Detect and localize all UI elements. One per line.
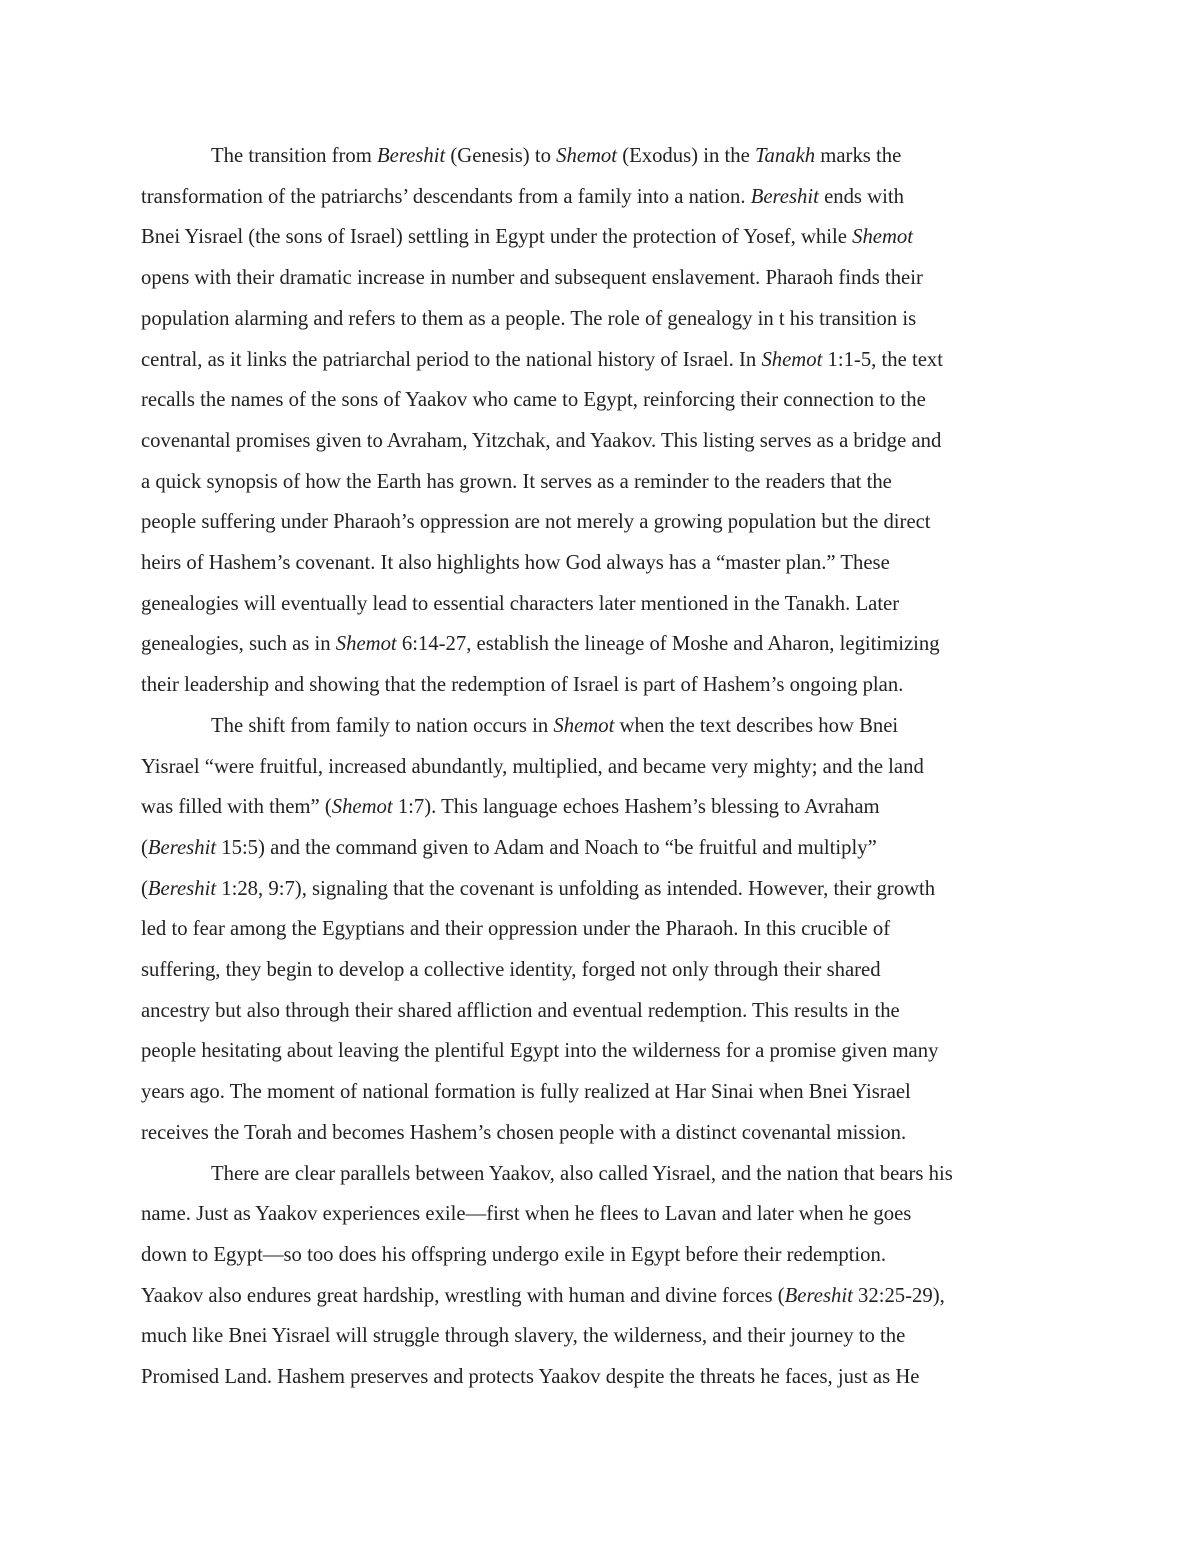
text-line (141, 747, 1061, 788)
italic-text: Bereshit (784, 1284, 853, 1307)
text-segment: heirs of Hashem’s covenant. It also highlights how God always has a “master plan.” These (141, 552, 890, 575)
text-line (141, 828, 1061, 869)
text-line (141, 380, 1061, 421)
text-line (141, 665, 1061, 706)
text-segment: ( (141, 877, 148, 900)
text-segment: marks the (815, 145, 902, 167)
text-segment: ( (141, 836, 148, 859)
text-line (141, 706, 1061, 747)
italic-text: Bereshit (147, 877, 217, 900)
italic-text: Shemot (556, 145, 618, 167)
text-segment: when the text describes how Bnei (614, 714, 899, 737)
text-segment: There are clear parallels between Yaakov, also called Yisrael, and the nation that bears his (211, 1162, 953, 1185)
text-line (141, 1031, 1061, 1072)
text-line (141, 950, 1061, 991)
italic-text: Shemot (553, 714, 615, 737)
text-line (141, 1194, 1061, 1235)
text-segment: 1:1-5, the text (822, 348, 943, 371)
italic-text: Shemot (852, 226, 913, 249)
text-line (141, 258, 1061, 299)
text-segment: genealogies, such as in (141, 633, 336, 656)
text-segment: a quick synopsis of how the Earth has grown. It serves as a reminder to the readers that the (141, 470, 892, 493)
text-segment: covenantal promises given to Avraham, Yitzchak, and Yaakov. This listing serves as a bridge and (141, 429, 942, 452)
text-segment: population alarming and refers to them as a people. The role of genealogy in t his transition is (141, 307, 917, 330)
text-segment: receives the Torah and becomes Hashem’s chosen people with a distinct covenantal mission. (141, 1121, 907, 1144)
paragraph (141, 136, 1061, 706)
text-segment: Promised Land. Hashem preserves and protects Yaakov despite the threats he faces, just as He (141, 1366, 920, 1389)
text-segment: their leadership and showing that the redemption of Israel is part of Hashem’s ongoing plan. (141, 674, 904, 697)
text-segment: name. Just as Yaakov experiences exile—first when he flees to Lavan and later when he goes (141, 1203, 912, 1226)
text-line (141, 991, 1061, 1032)
paragraph (141, 706, 1061, 1154)
text-line (141, 421, 1061, 462)
text-line (141, 136, 1061, 177)
italic-text: Shemot (331, 796, 393, 819)
text-segment: suffering, they begin to develop a collective identity, forged not only through their shared (141, 959, 881, 982)
text-line (141, 543, 1061, 584)
paragraph (141, 1154, 1061, 1398)
text-segment: people suffering under Pharaoh’s oppression are not merely a growing population but the direct (141, 511, 931, 534)
text-line (141, 1113, 1061, 1154)
text-line (141, 177, 1061, 218)
text-segment: 1:7). This language echoes Hashem’s blessing to Avraham (392, 796, 880, 819)
text-segment: was filled with them” ( (141, 796, 332, 819)
text-line (141, 624, 1061, 665)
text-segment: (Exodus) in the (617, 145, 755, 167)
text-segment: Yisrael “were fruitful, increased abundantly, multiplied, and became very mighty; and the land (141, 755, 924, 778)
text-segment: years ago. The moment of national formation is fully realized at Har Sinai when Bnei Yisrael (141, 1081, 911, 1104)
text-segment: Bnei Yisrael (the sons of Israel) settling in Egypt under the protection of Yosef, while (141, 226, 853, 249)
italic-text: Bereshit (750, 185, 819, 208)
text-segment: led to fear among the Egyptians and their oppression under the Pharaoh. In this crucible of (141, 918, 891, 941)
text-segment: people hesitating about leaving the plentiful Egypt into the wilderness for a promise given many (141, 1040, 939, 1063)
text-line (141, 217, 1061, 258)
text-segment: 1:28, 9:7), signaling that the covenant is unfolding as intended. However, their growth (216, 877, 936, 900)
text-segment: (Genesis) to (445, 145, 557, 167)
text-segment: The transition from (211, 145, 378, 167)
text-segment: transformation of the patriarchs’ descendants from a family into a nation. (141, 185, 751, 208)
text-segment: down to Egypt—so too does his offspring undergo exile in Egypt before their redemption. (141, 1243, 887, 1266)
text-line (141, 1154, 1061, 1195)
text-line (141, 462, 1061, 503)
text-segment: Yaakov also endures great hardship, wrestling with human and divine forces ( (141, 1284, 785, 1307)
text-line (141, 869, 1061, 910)
italic-text: Shemot (761, 348, 823, 371)
text-line (141, 1235, 1061, 1276)
text-line (141, 299, 1061, 340)
text-line (141, 340, 1061, 381)
text-segment: ends with (818, 185, 904, 208)
text-line (141, 1357, 1061, 1398)
italic-text: Bereshit (147, 836, 217, 859)
text-line (141, 1316, 1061, 1357)
text-segment: opens with their dramatic increase in number and subsequent enslavement. Pharaoh finds their (141, 267, 923, 290)
text-line (141, 787, 1061, 828)
text-segment: ancestry but also through their shared affliction and eventual redemption. This results in the (141, 999, 900, 1022)
text-segment: central, as it links the patriarchal period to the national history of Israel. In (141, 348, 762, 371)
text-line (141, 909, 1061, 950)
document-body (141, 136, 1061, 1398)
italic-text: Shemot (335, 633, 397, 656)
text-segment: recalls the names of the sons of Yaakov who came to Egypt, reinforcing their connection to the (141, 389, 926, 412)
text-segment: The shift from family to nation occurs in (211, 714, 554, 737)
text-segment: genealogies will eventually lead to essential characters later mentioned in the Tanakh. Later (141, 592, 900, 615)
italic-text: Tanakh (754, 145, 816, 167)
italic-text: Bereshit (377, 145, 446, 167)
text-line (141, 1072, 1061, 1113)
text-segment: much like Bnei Yisrael will struggle through slavery, the wilderness, and their journey to the (141, 1325, 906, 1348)
text-segment: 32:25-29), (852, 1284, 945, 1307)
text-segment: 15:5) and the command given to Adam and Noach to “be fruitful and multiply” (216, 836, 877, 859)
text-line (141, 1276, 1061, 1317)
text-line (141, 502, 1061, 543)
text-line (141, 584, 1061, 625)
text-segment: 6:14-27, establish the lineage of Moshe and Aharon, legitimizing (396, 633, 940, 656)
